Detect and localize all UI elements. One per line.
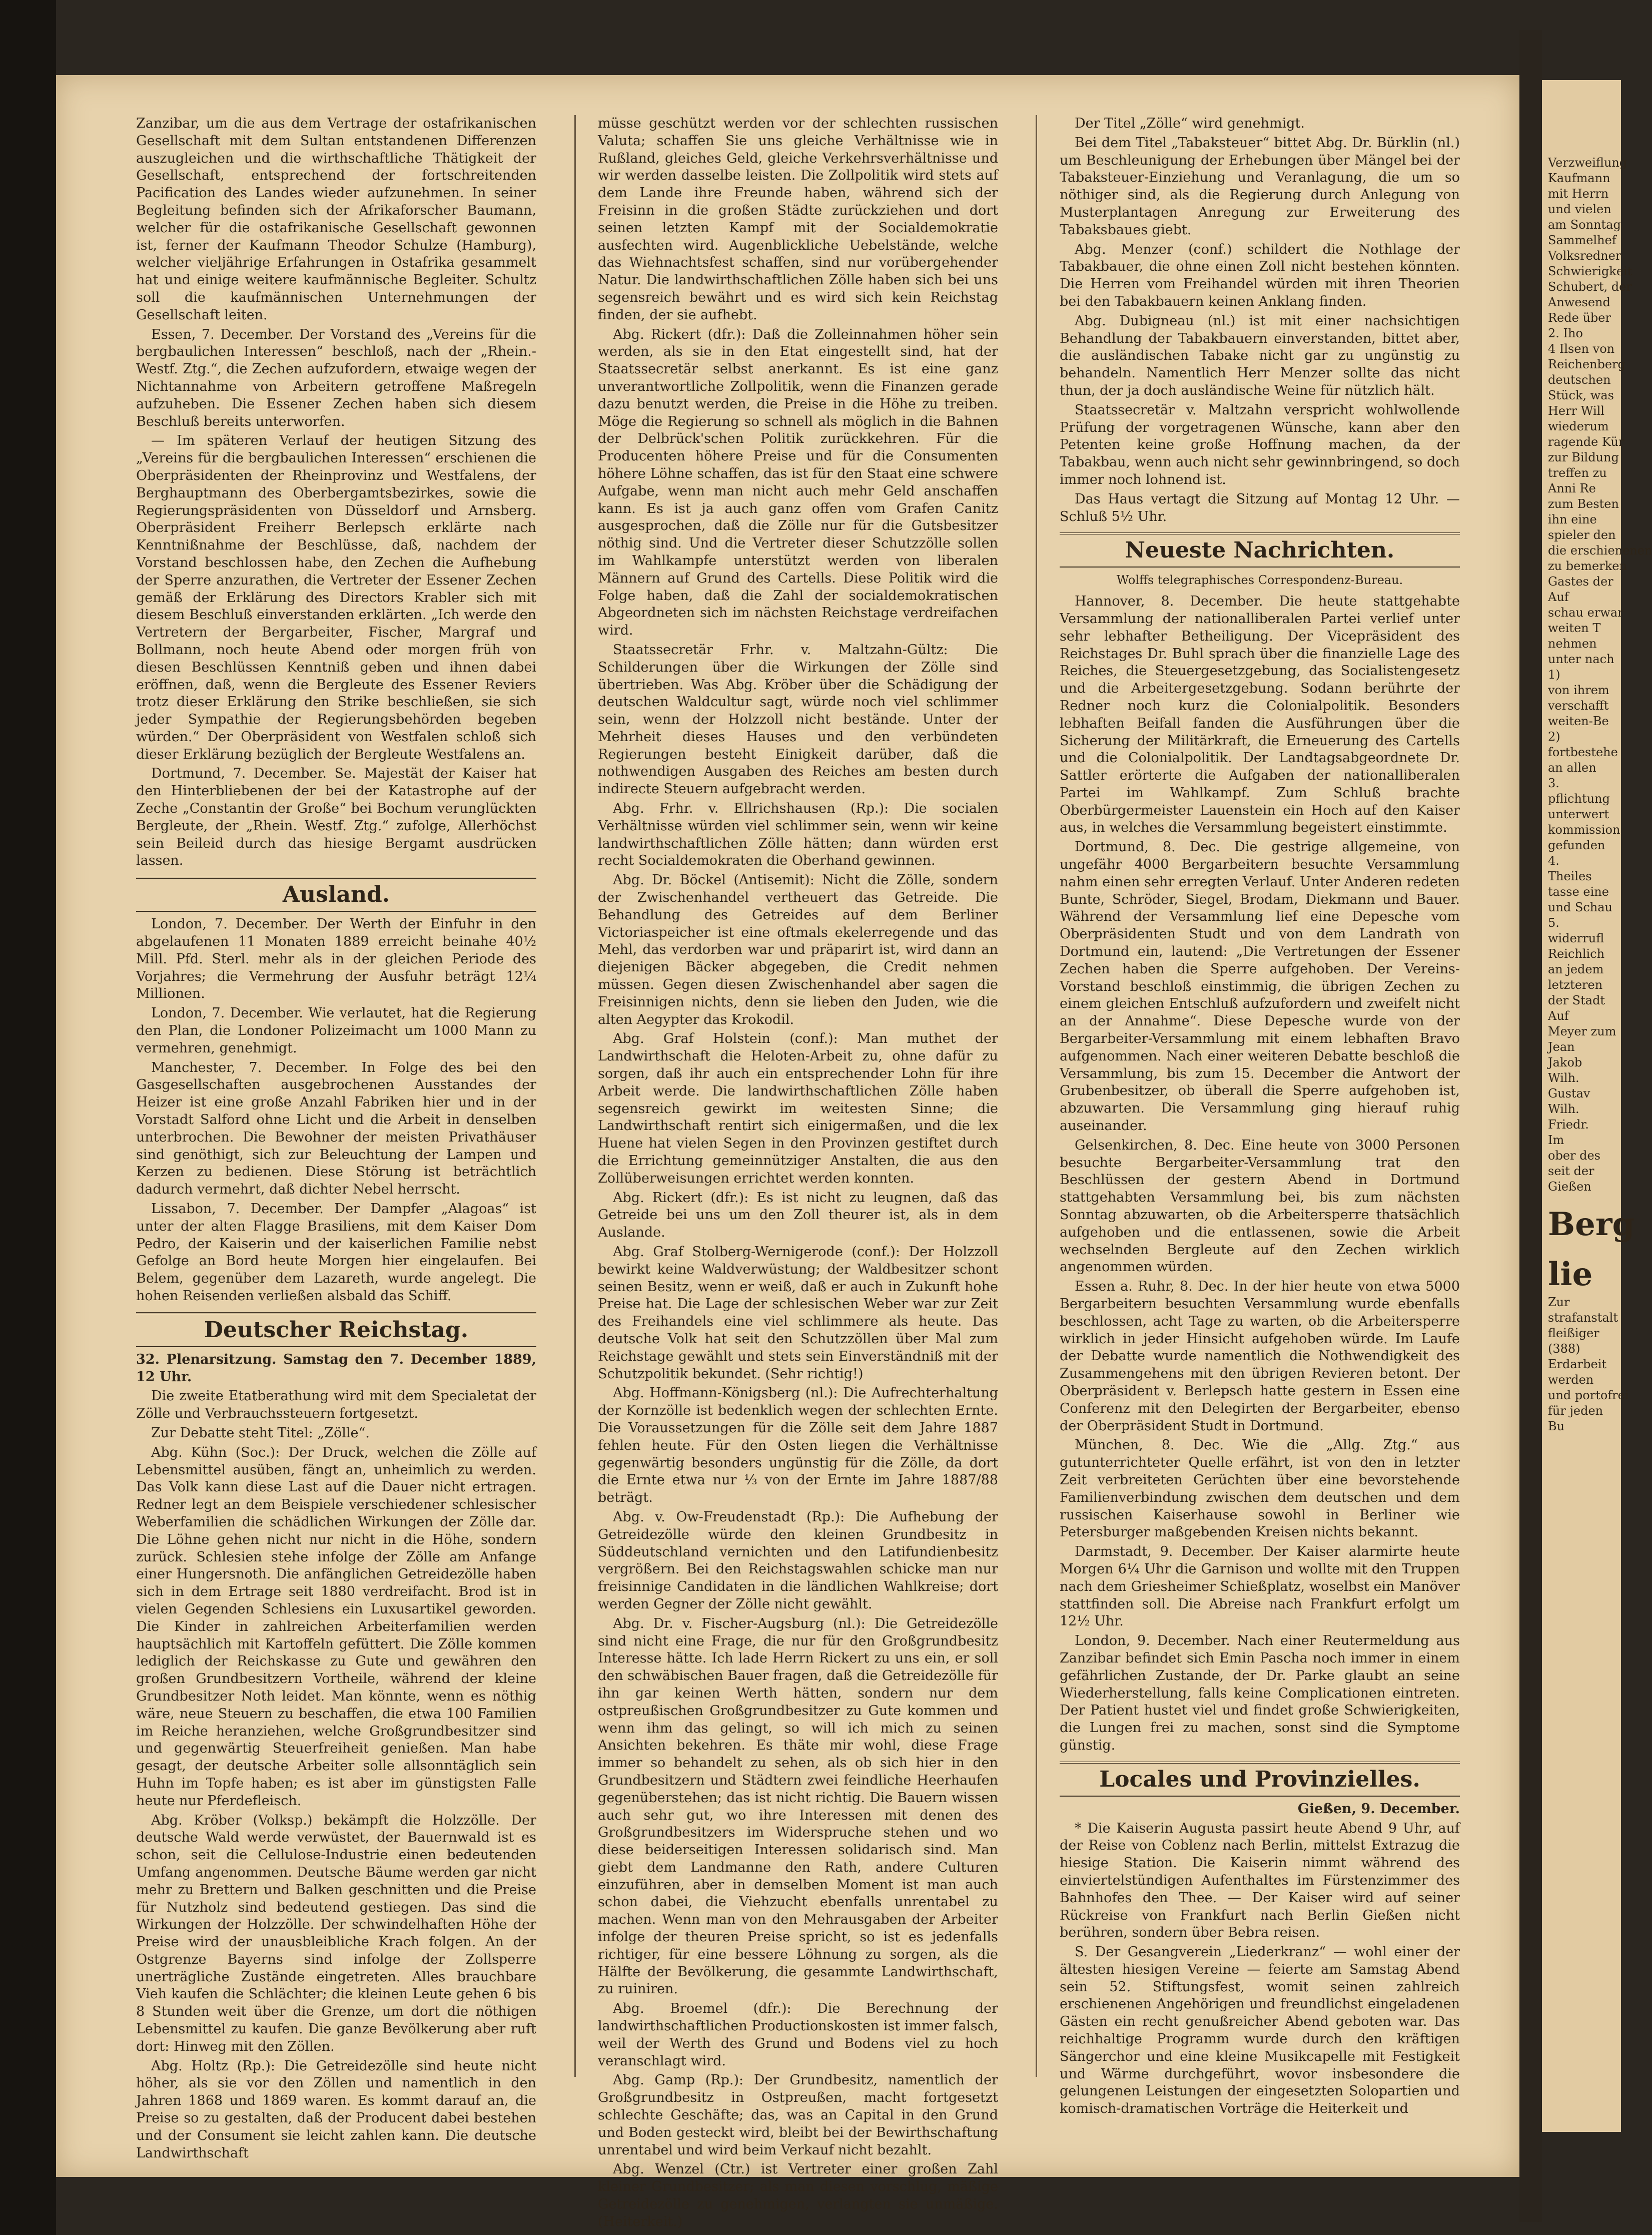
adjacent-page-line: ihn eine [1548, 512, 1597, 526]
adjacent-page-strip [1542, 80, 1652, 2132]
adjacent-page-line: Rede über [1548, 311, 1611, 325]
session-header: 32. Plenarsitzung. Samstag den 7. December 1889, 12 Uhr. [136, 1351, 536, 1385]
reichstag-para-tabaksteuer: Bei dem Titel „Tabaksteuer“ bittet Abg. Dr. Bürklin (nl.) um Beschleunigung der Erhebungen über Mängel bei der Tabaksteuer-Einziehung und Veranlagung, die um so nöthiger sind, als die Regierung durch Anlegung von Musterplantagen Anregung zur Erweiterung des Tabaksbaues giebt. [1060, 135, 1460, 238]
adjacent-page-line: Kaufmann [1548, 171, 1610, 185]
reichstag-para-menzer: Abg. Menzer (conf.) schildert die Nothlage der Tabakbauer, die ohne einen Zoll nicht bestehen könnten. Die Herren vom Freihandel würden mit ihren Theorien bei den Tabakbauern keinen Anklang finden. [1060, 241, 1460, 309]
adjacent-page-line: gefunden [1548, 838, 1605, 852]
news-london: London, 9. December. Nach einer Reutermeldung aus Zanzibar befindet sich Emin Pascha noch immer in einem gefährlichen Zustande, der Dr. Parke glaubt an seine Wiederherstellung, falls keine Complicationen eintreten. Der Patient hustet viel und findet große Schwierigkeiten, die Lungen frei zu machen, sonst sind die Symptome günstig. [1060, 1633, 1460, 1753]
reichstag-para-ellrichshausen: Abg. Frhr. v. Ellrichshausen (Rp.): Die socialen Verhältnisse würden viel schlimmer sein, wenn wir keine landwirthschaftlichen Zölle hätten; dann würden erst recht Socialdemokraten die Oberhand gewinnen. [598, 801, 998, 869]
adjacent-page-line: Gießen [1548, 1180, 1591, 1194]
adjacent-page-line: an allen [1548, 761, 1596, 775]
adjacent-page-line: fleißiger [1548, 1326, 1599, 1340]
reichstag-para-rickert-2: Abg. Rickert (dfr.): Es ist nicht zu leugnen, daß das Getreide bei uns um den Zoll theurer ist, als in dem Auslande. [598, 1190, 998, 1241]
adjacent-page-line: fortbestehe [1548, 745, 1618, 759]
adjacent-page-line: werden [1548, 1373, 1594, 1387]
adjacent-page-line: wiederum [1548, 419, 1609, 433]
adjacent-page-line: 5. [1548, 916, 1559, 930]
article-london-2: London, 7. December. Wie verlautet, hat die Regierung den Plan, die Londoner Polizeimacht um 1000 Mann zu vermehren, genehmigt. [136, 1005, 536, 1056]
adjacent-page-line: Im [1548, 1133, 1564, 1147]
adjacent-page-line: und Schau [1548, 900, 1613, 914]
adjacent-page-line: weiten-Be [1548, 714, 1609, 728]
adjacent-page-line: Anni Re [1548, 481, 1596, 495]
adjacent-page-line: nehmen [1548, 637, 1597, 651]
news-essen: Essen a. Ruhr, 8. Dec. In der hier heute von etwa 5000 Bergarbeitern besuchten Versammlung wurde ebenfalls beschlossen, acht Tage zu warten, ob die Arbeitersperre wirklich in jeder Hinsicht aufgehoben würde. Im Laufe der Debatte wurde namentlich die Nothwendigkeit des Zusammengehens mit den übrigen Revieren betont. Der Oberpräsident v. Berlepsch hatte gestern in Essen eine Conferenz mit den Delegirten der Bergarbeiter, ebenso der Oberpräsident Studt in Dortmund. [1060, 1279, 1460, 1434]
adjacent-page-line: Stück, was [1548, 388, 1614, 402]
adjacent-page-line: pflichtung [1548, 792, 1610, 806]
reichstag-continued: müsse geschützt werden vor der schlechten russischen Valuta; schaffen Sie uns gleiche Verhältnisse wie in Rußland, gleiches Geld, gleiche Verkehrsverhältnisse und wir werden dasselbe leisten. Die Zollpolitik wird stets auf dem Lande ihre Freunde haben, während sich der Freisinn in die großen Städte zurückziehen und dort seinen letzten Kampf mit der Socialdemokratie ausfechten wird. Augenblickliche Uebelstände, welche das Wiehnachtsfest schaffen, sind nur vorübergehender Natur. Die landwirthschaftlichen Zölle haben sich bei uns segensreich bewährt und es wird sich kein Reichstag finden, der sie aufhebt. [598, 116, 998, 323]
news-muenchen: München, 8. Dec. Wie die „Allg. Ztg.“ aus gutunterrichteter Quelle erfährt, ist von den in letzter Zeit verbreiteten Gerüchten über eine bevorstehende Familienverbindung zwischen dem deutschen und dem russischen Kaiserhause sowohl in Berliner wie Petersburger maßgebenden Kreisen nichts bekannt. [1060, 1437, 1460, 1540]
adjacent-page-line: ober des [1548, 1149, 1600, 1163]
column-1 [136, 115, 536, 2161]
adjacent-page-line: seit der [1548, 1164, 1594, 1178]
adjacent-page-line: strafanstalt [1548, 1311, 1618, 1325]
adjacent-page-line: 1) [1548, 668, 1560, 682]
reichstag-para-1: Die zweite Etatberathung wird mit dem Specialetat der Zölle und Verbrauchssteuern fortgesetzt. [136, 1388, 536, 1422]
reichstag-para-gamp: Abg. Gamp (Rp.): Der Grundbesitz, namentlich der Großgrundbesitz in Ostpreußen, macht fortgesetzt schlechte Geschäfte; das, was an Capital in den Grund und Boden gesteckt wird, bleibt bei der Bewirthschaftung unrentabel und wird beim Verkauf nicht bezahlt. [598, 2072, 998, 2158]
local-liederkranz: S. Der Gesangverein „Liederkranz“ — wohl einer der ältesten hiesigen Vereine — feierte am Samstag Abend sein 52. Stiftungsfest, womit seinen zahlreich erschienenen Angehörigen und freundlichst eingeladenen Gästen ein recht genußreicher Abend geboten war. Das reichhaltige Programm wurde durch den kräftigen Sängerchor und eine kleine Musikcapelle mit Festigkeit und Wärme durchgeführt, wovor insbesondere die gelungenen Leistungen der eingesetzten Solopartien und komisch-dramatischen Vorträge die Heiterkeit und [1060, 1944, 1460, 2117]
adjacent-page-line: Schwierigkeit [1548, 264, 1632, 278]
reichstag-para-2: Zur Debatte steht Titel: „Zölle“. [151, 1425, 370, 1441]
adjacent-page-line: unter nach [1548, 652, 1614, 666]
local-kaiserin: * Die Kaiserin Augusta passirt heute Abend 9 Uhr, auf der Reise von Coblenz nach Berlin, mittelst Extrazug die hiesige Station. Die Kaiserin nimmt während des einviertelstündigen Aufenthaltes im Fürstenzimmer des Bahnhofes den Thee. — Der Kaiser wird auf seiner Rückreise von Frankfurt nach Berlin Gießen nicht berühren, sondern über Bebra reisen. [1060, 1820, 1460, 1941]
adjacent-page-line: kommission [1548, 823, 1620, 837]
adjacent-page-line: 3. [1548, 776, 1559, 790]
column-3 [1060, 115, 1460, 2117]
article-london-1: London, 7. December. Der Werth der Einfuhr in den abgelaufenen 11 Monaten 1889 erreicht beinahe 40½ Mill. Pfd. Sterl. mehr als in der gleichen Periode des Vorjahres; die Vermehrung der Ausfuhr beträgt 12¼ Millionen. [136, 916, 536, 1002]
adjacent-page-line: die erschienenen [1548, 543, 1652, 557]
reichstag-para-ow: Abg. v. Ow-Freudenstadt (Rp.): Die Aufhebung der Getreidezölle würde den kleinen Grundbesitz in Süddeutschland vernichten und den Latifundienbesitz vergrößern. Bei den Reichstagswahlen schicke man nur freisinnige Candidaten in die ländlichen Wahlkreise; dort werden Gegner der Zölle nicht gewählt. [598, 1509, 998, 1612]
article-essen: Essen, 7. December. Der Vorstand des „Vereins für die bergbaulichen Interessen“ beschloß, nach der „Rhein.-Westf. Ztg.“, die Zechen aufzufordern, etwaige wegen der Nichtannahme von Arbeitern getroffene Maßregeln aufzuheben. Die Essener Zechen haben sich diesem Beschluß bereits unterworfen. [136, 326, 536, 429]
reichstag-para-wenzel: Abg. Wenzel (Ctr.) ist Vertreter einer großen Zahl kleiner Grundbesitzer; als man diesen vorschlug, mäßige Getreidezölle zu genehmigen, verlangten sie unmäßige. (Heiterkeit.) [598, 2161, 998, 2229]
adjacent-page-line: von ihrem [1548, 683, 1609, 697]
adjacent-page-line: Anwesend [1548, 295, 1610, 309]
reichstag-para-adjourn: Das Haus vertagt die Sitzung auf Montag 12 Uhr. — Schluß 5½ Uhr. [1060, 491, 1460, 524]
adjacent-page-line: an jedem [1548, 962, 1604, 976]
book-binding [0, 0, 56, 2235]
adjacent-page-line: Erdarbeit [1548, 1357, 1607, 1371]
dateline-giessen: Gießen, 9. December. [1297, 1801, 1460, 1817]
adjacent-page-line: zum Besten [1548, 497, 1619, 511]
adjacent-page-text [1542, 80, 1652, 1434]
reichstag-para-maltzahn-2: Staatssecretär v. Maltzahn verspricht wohlwollende Prüfung der vorgetragenen Wünsche, kann aber den Petenten keine große Hoffnung machen, da der Tabakbau, wenn auch nicht sehr gewinnbringend, so doch immer noch lohnend ist. [1060, 402, 1460, 487]
adjacent-page-line: Zur [1548, 1295, 1570, 1309]
article-lissabon: Lissabon, 7. December. Der Dampfer „Alagoas“ ist unter der alten Flagge Brasiliens, mit dem Kaiser Dom Pedro, der Kaiserin und der kaiserlichen Familie nebst Gefolge an Bord heute Morgen hier eingelaufen. Bei Belem, gegenüber dem Lazareth, wurde angelegt. Die hohen Reisenden verließen alsbald das Schiff. [136, 1201, 536, 1304]
reichstag-para-kroeber: Abg. Kröber (Volksp.) bekämpft die Holzzölle. Der deutsche Wald werde verwüstet, der Bauernwald ist es schon, seit die Cellulose-Industrie einen bedeutenden Umfang angenommen. Deutsche Bäume werden gar nicht mehr zu Brettern und Balken geschnitten und die Preise für Nutzholz sind bedeutend gestiegen. Das sind die Wirkungen der Holzzölle. Der schwindelhaften Höhe der Preise wird der unausbleibliche Krach folgen. An der Ostgrenze Bayerns sind infolge der Zollsperre unerträgliche Zustände eingetreten. Alles brauchbare Vieh kaufen die Schlächter; die kleinen Leute gehen 6 bis 8 Stunden weit über die Grenze, um dort die nöthigen Lebensmittel zu kaufen. Die ganze Bevölkerung aber ruft dort: Hinweg mit den Zöllen. [136, 1812, 536, 2054]
adjacent-page-line: letzteren [1548, 978, 1603, 992]
reichstag-para-rickert: Abg. Rickert (dfr.): Daß die Zolleinnahmen höher sein werden, als sie in den Etat eingestellt sind, hat der Staatssecretär selbst anerkannt. Es ist eine ganz unverantwortliche Zollpolitik, wenn die Finanzen gerade dazu benutzt werden, die Preise in die Höhe zu treiben. Möge die Regierung so schnell als möglich in die Bahnen der Delbrück'schen Politik zurückkehren. Für die Producenten höhere Preise und für die Consumenten höhere Löhne schaffen, das ist für den Staat eine schwere Aufgabe, wenn man nicht auch mehr Geld anschaffen kann. Es ist ja auch ganz offen vom Grafen Canitz ausgesprochen, daß die Zölle nur für die Gutsbesitzer nöthig sind. Und die Vertreter dieser Schutzzölle sollen im Wahlkampfe unterstützt werden von liberalen Männern auf Grund des Cartells. Diese Politik wird die Folge haben, daß die Zahl der socialdemokratischen Abgeordneten sich im nächsten Reichstage verdreifachen wird. [598, 326, 998, 639]
adjacent-page-line: spieler den [1548, 528, 1616, 542]
reichstag-para-stolberg: Abg. Graf Stolberg-Wernigerode (conf.): Der Holzzoll bewirkt keine Waldverwüstung; der Waldbesitzer schont seinen Besitz, wenn er weiß, daß er auch in Zukunft hohe Preise hat. Die Lage der schlesischen Weber war zur Zeit des Freihandels eine viel schlimmere als heute. Das deutsche Volk hat seit den Schutzzöllen über Mal zum Reichstage gewählt und stets sein Einverständniß mit der Schutzpolitik bekundet. (Sehr richtig!) [598, 1244, 998, 1382]
adjacent-page-line: Jakob [1548, 1055, 1582, 1069]
adjacent-page-line: Auf [1548, 1009, 1569, 1023]
news-dortmund: Dortmund, 8. Dec. Die gestrige allgemeine, von ungefähr 4000 Bergarbeitern besuchte Versammlung nahm einen sehr erregten Verlauf. Unter Anderen redeten Bunte, Schröder, Siegel, Brodam, Diekmann und Bauer. Während der Versammlung lief eine Depesche vom Oberpräsidenten Studt und von dem Landrath von Dortmund ein, lautend: „Die Vertretungen der Essener Zechen haben die Sperre aufgehoben. Der Vereins-Vorstand beschloß einstimmig, die übrigen Zechen zu einem gleichen Entschluß aufzufordern und zweifelt nicht an der Annahme“. Diese Depesche wurde von der Bergarbeiter-Versammlung mit einem lebhaften Bravo aufgenommen. Nach einer weiteren Debatte beschloß die Versammlung, bis zum 15. December die Antwort der Grubenbesitzer, ob überall die Sperre aufgehoben ist, abzuwarten. Die Versammlung ging hierauf ruhig auseinander. [1060, 839, 1460, 1134]
adjacent-page-line: schau erwar [1548, 606, 1623, 620]
adjacent-page-line: Theiles [1548, 869, 1592, 883]
adjacent-page-line: zu bemerken [1548, 559, 1627, 573]
adjacent-page-line: und portofrei [1548, 1388, 1629, 1402]
section-title-reichstag: Deutscher Reichstag. [136, 1312, 536, 1347]
column-rule-1 [574, 115, 576, 2077]
adjacent-page-line: der Stadt [1548, 993, 1605, 1007]
reichstag-para-holtz: Abg. Holtz (Rp.): Die Getreidezölle sind heute nicht höher, als sie vor den Zöllen und namentlich in den Jahren 1868 und 1869 waren. Es kommt darauf an, die Preise so zu gestalten, daß der Producent dabei bestehen und der Consument sie leicht zahlen kann. Die deutsche Landwirthschaft [136, 2058, 536, 2161]
adjacent-page-line: Wilh. [1548, 1102, 1579, 1116]
news-darmstadt: Darmstadt, 9. December. Der Kaiser alarmirte heute Morgen 6¼ Uhr die Garnison und wollte mit den Truppen nach dem Griesheimer Schießplatz, woselbst ein Manöver stattfinden soll. Die Abreise nach Frankfurt erfolgt um 12½ Uhr. [1060, 1544, 1460, 1629]
column-2 [598, 115, 998, 2229]
reichstag-para-hoffmann: Abg. Hoffmann-Königsberg (nl.): Die Aufrechterhaltung der Kornzölle ist bedenklich wegen der schlechten Ernte. Die Voraussetzungen für die Zölle seit dem Jahre 1887 fehlen heute. Für den Osten liegen die Verhältnisse gegenwärtig besonders ungünstig für die Zölle, da dort die Ernte etwa nur ⅓ von der Ernte im Jahre 1887/88 beträgt. [598, 1385, 998, 1506]
adjacent-page-line: Schubert, der [1548, 280, 1632, 294]
reichstag-para-dubigneau: Abg. Dubigneau (nl.) ist mit einer nachsichtigen Behandlung der Tabakbauern einverstanden, bittet aber, die ausländischen Tabake nicht gar zu ungünstig zu behandeln. Namentlich Herr Menzer sollte das nicht thun, der ja doch ausländische Weine für nützlich hält. [1060, 313, 1460, 398]
news-gelsenkirchen: Gelsenkirchen, 8. Dec. Eine heute von 3000 Personen besuchte Bergarbeiter-Versammlung trat den Beschlüssen der gestern Abend in Dortmund stattgehabten Versammlung bei, bis zum nächsten Sonntag abzuwarten, ob die Arbeitersperre thatsächlich aufgehoben und die entlassenen, sowie die Arbeit wechselnden Bergleute auf den Zechen wirklich angenommen würden. [1060, 1137, 1460, 1275]
adjacent-page-line: Jean [1548, 1040, 1575, 1054]
adjacent-page-line: Friedr. [1548, 1118, 1589, 1132]
adjacent-page-line: Gastes der [1548, 575, 1613, 589]
reichstag-para-fischer: Abg. Dr. v. Fischer-Augsburg (nl.): Die Getreidezölle sind nicht eine Frage, die nur für den Großgrundbesitz Interesse hätte. Ich lade Herrn Rickert zu uns ein, er soll den schwäbischen Bauer fragen, daß die Getreidezölle für ihn gar keinen Werth hätten, sondern nur dem ostpreußischen Großgrundbesitzer zu Gute kommen und wenn ihm das gelingt, so will ich mich zu seinen Ansichten bekehren. Es thäte mir wohl, diese Frage immer so behandelt zu sehen, als ob sich hier in den Grundbesitzern und Städtern zwei feindliche Heerhaufen gegenüberstehen; das ist nicht richtig. Die Bauern wissen auch sehr gut, wo ihre Interessen mit denen des Großgrundbesitzers im Widerspruche stehen und wo diese beiderseitigen Interessen solidarisch sind. Man giebt dem Landmanne den Rath, andere Culturen einzuführen, aber in demselben Moment ist man auch schon dabei, die Viehzucht ebenfalls unrentabel zu machen. Wenn man von den Mehrausgaben der Arbeiter infolge der theuren Preise spricht, so ist es jedenfalls richtiger, für eine bessere Löhnung zu sorgen, als die Hälfte der Bevölkerung, die gesammte Landwirthschaft, zu ruiniren. [598, 1615, 998, 1997]
reichstag-para-kuehn: Abg. Kühn (Soc.): Der Druck, welchen die Zölle auf Lebensmittel ausüben, fängt an, unheimlich zu werden. Das Volk kann diese Last auf die Dauer nicht ertragen. Redner legt an dem Beispiele verschiedener schlesischer Weberfamilien die schädlichen Wirkungen der Zölle dar. Die Löhne gehen nicht nur nicht in die Höhe, sondern zurück. Schlesien stehe infolge der Zölle am Anfange einer Hungersnoth. Die anfänglichen Getreidezölle haben sich in dem Ertrage seit 1880 verdreifacht. Brod ist in vielen Gegenden Schlesiens ein Luxusartikel geworden. Die Kinder in zahlreichen Arbeiterfamilien werden hauptsächlich mit Kartoffeln gefüttert. Die Zölle kommen lediglich der Reichskasse zu Gute und gewähren den großen Grundbesitzern Vortheile, während der kleine Grundbesitzer Noth leidet. Man könnte, wenn es nöthig wäre, neue Steuern zu beschaffen, die etwa 100 Familien im Reiche heranziehen, welche Großgrundbesitzer sind und gegenwärtig Steuerfreiheit genießen. Man habe gesagt, der deutsche Arbeiter solle allsonntäglich sein Huhn im Topfe haben; es ist aber im günstigsten Falle heute nur Pferdefleisch. [136, 1444, 536, 1809]
reichstag-para-broemel: Abg. Broemel (dfr.): Die Berechnung der landwirthschaftlichen Productionskosten ist immer falsch, weil der Werth des Grund und Bodens viel zu hoch veranschlagt wird. [598, 2001, 998, 2069]
section-title-locales: Locales und Provinzielles. [1060, 1762, 1460, 1797]
adjacent-page-line: Volksredner [1548, 249, 1621, 263]
adjacent-page-line: verschafft [1548, 699, 1609, 713]
section-title-ausland: Ausland. [136, 877, 536, 912]
article-manchester: Manchester, 7. December. In Folge des bei den Gasgesellschaften ausgebrochenen Ausstandes der Heizer ist eine große Anzahl Fabriken hier und in der Vorstadt Salford ohne Licht und die Arbeit in denselben unterbrochen. Die Bewohner der meisten Privathäuser sind genöthigt, sich zur Beleuchtung der Lampen und Kerzen zu bedienen. Diese Störung ist beträchtlich dadurch vermehrt, daß dichter Nebel herrscht. [136, 1059, 536, 1198]
news-hannover: Hannover, 8. December. Die heute stattgehabte Versammlung der nationalliberalen Partei verlief unter sehr lebhafter Betheiligung. Der Vicepräsident des Reichstages Dr. Buhl sprach über die finanzielle Lage des Reiches, die Steuergesetzgebung, das Socialistengesetz und die Arbeitergesetzgebung. Sodann berührte der Redner noch kurz die Colonialpolitik. Besonders lebhaften Beifall fanden die Ausführungen über die Sicherung der Militärkraft, die Erneuerung des Cartells und die Colonialpolitik. Der Landtagsabgeordnete Dr. Sattler erörterte die Aufgaben der nationalliberalen Partei im Wahlkampf. Zum Schluß brachte Oberbürgermeister Lauenstein ein Hoch auf den Kaiser aus, in welches die Versammlung begeistert einstimmte. [1060, 594, 1460, 836]
adjacent-page-line: treffen zu [1548, 466, 1607, 480]
article-zanzibar: Zanzibar, um die aus dem Vertrage der ostafrikanischen Gesellschaft mit dem Sultan entstandenen Differenzen auszugleichen und die wirthschaftliche Thätigkeit der Gesellschaft, entsprechend der fortschreitenden Pacification des Landes wieder aufzunehmen. In seiner Begleitung befinden sich der Afrikaforscher Baumann, welcher für die ostafrikanische Gesellschaft gewonnen ist, ferner der Kaufmann Theodor Schulze (Hamburg), welcher vieljährige Erfahrungen in Ostafrika gesammelt hat und einige weitere kaufmännische Begleiter. Schultz soll die kaufmännischen Unternehmungen der Gesellschaft leiten. [136, 116, 536, 323]
adjacent-page-line: Auf [1548, 590, 1569, 604]
adjacent-page-line: weiten T [1548, 621, 1601, 635]
adjacent-page-line: Berg [1548, 1206, 1635, 1243]
adjacent-page-line: tasse eine [1548, 885, 1609, 899]
section-title-neueste: Neueste Nachrichten. [1060, 532, 1460, 568]
adjacent-page-line: 4 Ilsen von [1548, 342, 1615, 356]
adjacent-page-line: Gustav [1548, 1086, 1590, 1100]
adjacent-page-line: 2. Iho [1548, 326, 1583, 340]
adjacent-page-line: mit Herrn [1548, 187, 1609, 201]
reichstag-para-maltzahn: Staatssecretär Frhr. v. Maltzahn-Gültz: Die Schilderungen über die Wirkungen der Zölle sind übertrieben. Was Abg. Kröber über die Schädigung der deutschen Waldcultur sagt, würde noch viel schlimmer sein, wenn der Holzzoll nicht bestände. Unter der Mehrheit dieses Hauses und den verbündeten Regierungen besteht Einigkeit darüber, daß die nothwendigen Ausgaben des Reiches am besten durch indirecte Steuern aufgebracht werden. [598, 642, 998, 797]
adjacent-page-line: Reichenberg [1548, 357, 1625, 371]
page-gutter [1519, 30, 1542, 2222]
adjacent-page-line: zur Bildung [1548, 450, 1619, 464]
adjacent-page-line: Verzweiflung [1548, 156, 1627, 170]
reichstag-para-zoelle: Der Titel „Zölle“ wird genehmigt. [1075, 116, 1305, 131]
column-rule-2 [1036, 115, 1037, 2077]
adjacent-page-line: Herr Will [1548, 404, 1604, 418]
adjacent-page-line: 2) [1548, 730, 1560, 744]
adjacent-page-line: Sammelhef [1548, 233, 1616, 247]
adjacent-page-line: und vielen [1548, 202, 1611, 216]
adjacent-page-line: (388) [1548, 1342, 1580, 1356]
adjacent-page-line: unterwert [1548, 807, 1609, 821]
adjacent-page-line: Meyer zum [1548, 1024, 1616, 1038]
adjacent-page-line: widerrufl [1548, 931, 1604, 945]
reichstag-para-boeckel: Abg. Dr. Böckel (Antisemit): Nicht die Zölle, sondern der Zwischenhandel vertheuert das Getreide. Die Behandlung des Getreides auf dem Berliner Victoriaspeicher ist eine oftmals ekelerregende und das Mehl, das verdorben war und präparirt ist, wird dann an diejenigen Bäcker abgegeben, die Credit nehmen müssen. Gegen diesen Zwischenhandel aber sagen die Freisinnigen nichts, denn sie lieben den Juden, wie die alten Aegypter das Krokodil. [598, 872, 998, 1027]
adjacent-page-line: ragende Kür [1548, 435, 1624, 449]
adjacent-page-line: am Sonntag [1548, 218, 1621, 232]
reichstag-para-holstein: Abg. Graf Holstein (conf.): Man muthet der Landwirthschaft die Heloten-Arbeit zu, ohne dafür zu sorgen, daß ihr auch ein entsprechender Lohn für ihre Arbeit werde. Die landwirthschaftlichen Zölle haben segensreich gewirkt im weitesten Sinne; die Landwirthschaft rentirt sich einigermaßen, und die lex Huene hat vielen Segen in den Provinzen gestiftet durch die Errichtung gemeinnütziger Anstalten, die aus den Zollüberweisungen errichtet werden konnten. [598, 1031, 998, 1186]
adjacent-page-line: Bu [1548, 1419, 1565, 1433]
adjacent-page-line: deutschen [1548, 373, 1611, 387]
adjacent-page-line: lie [1548, 1256, 1593, 1293]
adjacent-page-line: Reichlich [1548, 947, 1605, 961]
article-dortmund: Dortmund, 7. December. Se. Majestät der Kaiser hat den Hinterbliebenen der bei der Katastrophe auf der Zeche „Constantin der Große“ bei Bochum verunglückten Bergleute, der „Rhein. Westf. Ztg.“ zufolge, Allerhöchst sein Beileid durch das hiesige Bergamt ausdrücken lassen. [136, 766, 536, 869]
section-subtitle-wolff: Wolffs telegraphisches Correspondenz-Bureau. [1116, 573, 1403, 588]
adjacent-page-line: Wilh. [1548, 1071, 1579, 1085]
adjacent-page-line: 4. [1548, 854, 1559, 868]
adjacent-page-line: für jeden [1548, 1404, 1603, 1418]
article-essen-continued: — Im späteren Verlauf der heutigen Sitzung des „Vereins für die bergbaulichen Interessen“ erschienen die Oberpräsidenten der Rheinprovinz und Westfalens, der Berghauptmann des Oberbergamtsbezirkes, sowie die Regierungspräsidenten von Düsseldorf und Arnsberg. Oberpräsident Freiherr Berlepsch erklärte nach Kenntnißnahme der Beschlüsse, daß, nachdem der Vorstand beschlossen habe, den Zechen die Aufhebung der Sperre anzurathen, die Vertreter der Essener Zechen gemäß der Erklärung des Directors Krabler sich mit diesem Beschluß einverstanden erklärten. „Ich werde den Vertretern der Bergarbeiter, Fischer, Margraf und Bollmann, noch heute Abend oder morgen früh von diesen Beschlüssen Kenntniß geben und ihnen dabei eröffnen, daß, wenn die Bergleute des Essener Reviers trotz dieser Erklärung den Strike beschließen, sie sich jeder Sympathie der Regierungsbehörden begeben würden.“ Der Oberpräsident von Westfalen schloß sich dieser Erklärung bezüglich der Bergleute Westfalens an. [136, 433, 536, 762]
